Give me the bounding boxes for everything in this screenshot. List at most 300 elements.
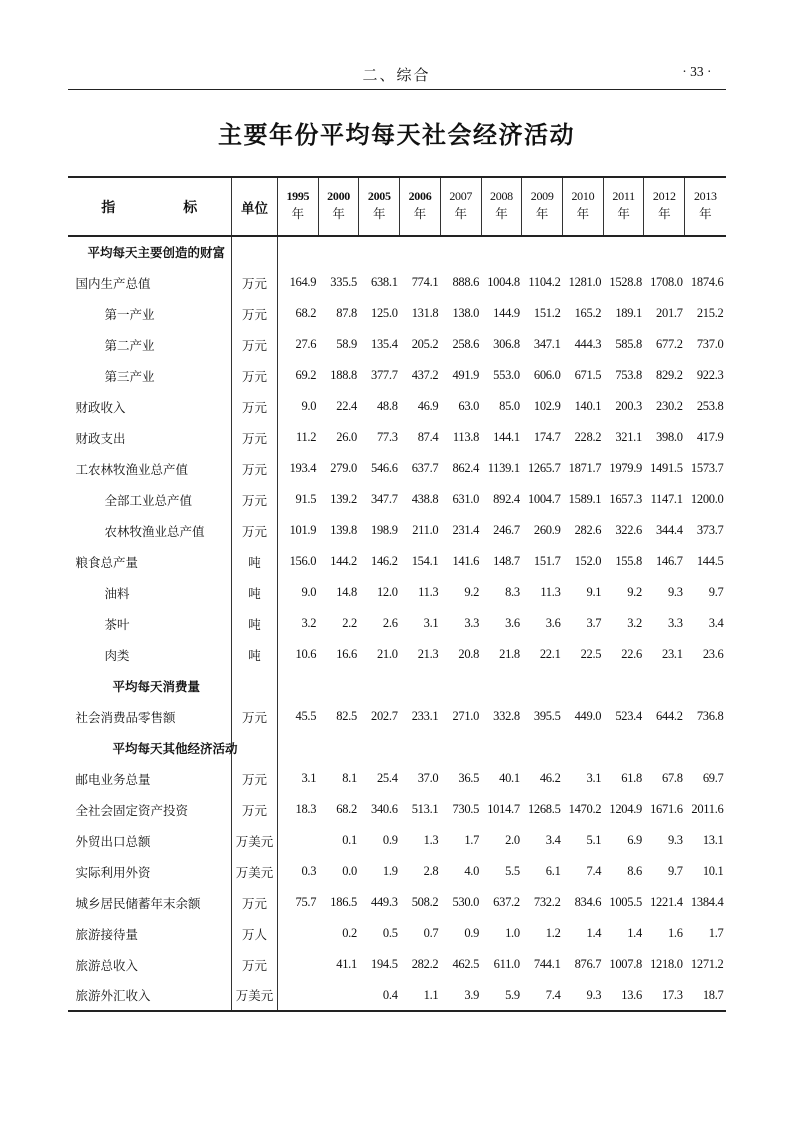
value-cell: 631.0 bbox=[452, 492, 480, 506]
value-cell: 1657.3 bbox=[609, 492, 642, 506]
value-cell: 10.6 bbox=[295, 647, 317, 661]
year-value: 2006 bbox=[408, 189, 432, 203]
value-cell bbox=[563, 236, 604, 267]
value-cell: 9.2 bbox=[627, 585, 642, 599]
value-cell: 2.6 bbox=[382, 616, 398, 630]
indicator-label: 旅游接待量 bbox=[75, 927, 139, 942]
unit-cell: 吨 bbox=[232, 608, 278, 639]
unit-cell: 万元 bbox=[232, 453, 278, 484]
page-title: 主要年份平均每天社会经济活动 bbox=[218, 123, 575, 149]
value-cell: 151.2 bbox=[533, 306, 561, 320]
table-row bbox=[68, 484, 726, 515]
indicator-cell bbox=[68, 639, 232, 670]
value-cell: 736.8 bbox=[696, 709, 724, 723]
value-cell: 174.7 bbox=[533, 430, 561, 444]
value-cell: 91.5 bbox=[295, 492, 317, 506]
value-cell: 1281.0 bbox=[568, 275, 602, 289]
value-cell: 373.7 bbox=[696, 523, 724, 537]
value-cell: 45.5 bbox=[295, 709, 317, 723]
indicator-cell bbox=[68, 763, 232, 794]
value-cell: 6.9 bbox=[627, 833, 642, 847]
value-cell: 146.2 bbox=[371, 554, 398, 568]
table-row bbox=[68, 546, 726, 577]
value-cell: 21.3 bbox=[417, 647, 439, 661]
value-cell: 637.2 bbox=[493, 895, 520, 909]
value-cell: 1.1 bbox=[400, 980, 441, 1011]
value-cell: 22.5 bbox=[580, 647, 602, 661]
value-cell: 82.5 bbox=[336, 709, 357, 723]
value-cell: 9.0 bbox=[301, 399, 317, 413]
value-cell: 17.3 bbox=[644, 980, 685, 1011]
value-cell: 1204.9 bbox=[609, 802, 642, 816]
value-cell bbox=[685, 670, 726, 701]
indicator-cell bbox=[68, 267, 232, 298]
value-cell: 3.6 bbox=[545, 616, 561, 630]
unit-cell: 万元 bbox=[232, 887, 278, 918]
indicator-cell bbox=[68, 484, 232, 515]
value-cell: 1.3 bbox=[423, 833, 439, 847]
table-row bbox=[68, 577, 726, 608]
value-cell: 139.2 bbox=[330, 492, 357, 506]
value-cell: 8.6 bbox=[627, 864, 642, 878]
value-cell: 23.1 bbox=[662, 647, 683, 661]
value-cell: 546.6 bbox=[371, 461, 398, 475]
year-column-header bbox=[522, 177, 563, 236]
indicator-cell bbox=[68, 856, 232, 887]
value-cell: 188.8 bbox=[330, 368, 357, 382]
value-cell: 11.3 bbox=[540, 585, 561, 599]
value-cell: 398.0 bbox=[656, 430, 683, 444]
year-column-header bbox=[318, 177, 359, 236]
value-cell: 3.1 bbox=[586, 771, 602, 785]
value-cell: 21.8 bbox=[499, 647, 520, 661]
unit-cell: 万元 bbox=[232, 329, 278, 360]
value-cell: 444.3 bbox=[574, 337, 602, 351]
page-number: · 33 · bbox=[682, 64, 712, 79]
table-row bbox=[68, 794, 726, 825]
value-cell: 23.6 bbox=[702, 647, 724, 661]
value-cell: 1004.8 bbox=[487, 275, 520, 289]
year-suffix: 年 bbox=[658, 207, 671, 221]
indicator-cell bbox=[68, 360, 232, 391]
value-cell: 449.0 bbox=[574, 709, 602, 723]
value-cell: 1139.1 bbox=[487, 461, 520, 475]
value-cell: 530.0 bbox=[452, 895, 480, 909]
table-row bbox=[68, 639, 726, 670]
value-cell: 0.5 bbox=[382, 926, 398, 940]
value-cell: 46.2 bbox=[539, 771, 561, 785]
value-cell: 215.2 bbox=[696, 306, 724, 320]
value-cell: 395.5 bbox=[533, 709, 561, 723]
year-value: 2007 bbox=[449, 189, 473, 203]
year-suffix: 年 bbox=[535, 207, 549, 221]
value-cell: 876.7 bbox=[574, 957, 602, 971]
value-cell bbox=[400, 670, 441, 701]
value-cell: 198.9 bbox=[371, 523, 398, 537]
unit-cell bbox=[232, 236, 278, 267]
unit-cell: 吨 bbox=[232, 546, 278, 577]
indicator-label: 平均每天消费量 bbox=[112, 679, 201, 694]
value-cell: 58.9 bbox=[336, 337, 357, 351]
year-value: 2010 bbox=[571, 189, 595, 203]
indicator-cell bbox=[68, 732, 238, 763]
value-cell: 0.4 bbox=[359, 980, 400, 1011]
value-cell: 637.7 bbox=[411, 461, 439, 475]
value-cell: 233.1 bbox=[411, 709, 439, 723]
value-cell bbox=[278, 980, 319, 1011]
value-cell: 230.2 bbox=[656, 399, 683, 413]
value-cell: 231.4 bbox=[452, 523, 480, 537]
unit-cell: 万元 bbox=[232, 298, 278, 329]
unit-cell: 万元 bbox=[232, 763, 278, 794]
value-cell: 3.4 bbox=[545, 833, 561, 847]
value-cell bbox=[318, 732, 359, 763]
value-cell: 3.2 bbox=[627, 616, 642, 630]
value-cell: 61.8 bbox=[621, 771, 642, 785]
indicator-label: 茶叶 bbox=[104, 617, 130, 632]
value-cell: 1.0 bbox=[505, 926, 520, 940]
value-cell: 888.6 bbox=[452, 275, 480, 289]
value-cell: 85.0 bbox=[499, 399, 520, 413]
value-cell: 638.1 bbox=[371, 275, 398, 289]
value-cell: 321.1 bbox=[615, 430, 642, 444]
value-cell: 9.7 bbox=[708, 585, 724, 599]
value-cell: 730.5 bbox=[452, 802, 480, 816]
value-cell bbox=[522, 732, 563, 763]
year-value: 1995 bbox=[286, 189, 310, 203]
value-cell bbox=[278, 825, 319, 856]
value-cell: 1.7 bbox=[708, 926, 724, 940]
value-cell bbox=[685, 236, 726, 267]
value-cell bbox=[278, 670, 319, 701]
indicator-label: 国内生产总值 bbox=[75, 276, 151, 291]
indicator-cell bbox=[68, 608, 232, 639]
year-suffix: 年 bbox=[413, 207, 427, 221]
value-cell: 41.1 bbox=[336, 957, 357, 971]
value-cell: 753.8 bbox=[615, 368, 642, 382]
unit-column-header: 单位 bbox=[232, 177, 278, 236]
value-cell: 5.9 bbox=[481, 980, 522, 1011]
year-suffix: 年 bbox=[699, 207, 712, 221]
year-value: 2012 bbox=[652, 189, 676, 203]
year-column-header bbox=[440, 177, 481, 236]
value-cell: 437.2 bbox=[411, 368, 439, 382]
year-column-header bbox=[400, 177, 441, 236]
value-cell: 1147.1 bbox=[650, 492, 683, 506]
indicator-label: 第二产业 bbox=[104, 338, 155, 353]
table-row bbox=[68, 887, 726, 918]
value-cell: 606.0 bbox=[533, 368, 561, 382]
value-cell: 449.3 bbox=[371, 895, 398, 909]
value-cell: 9.3 bbox=[563, 980, 604, 1011]
value-cell: 1.7 bbox=[464, 833, 480, 847]
value-cell: 26.0 bbox=[336, 430, 357, 444]
value-cell: 246.7 bbox=[493, 523, 520, 537]
value-cell: 87.4 bbox=[417, 430, 439, 444]
indicator-label: 全部工业总产值 bbox=[104, 493, 193, 508]
value-cell: 344.4 bbox=[656, 523, 683, 537]
value-cell: 18.3 bbox=[295, 802, 317, 816]
indicator-cell bbox=[68, 329, 232, 360]
value-cell: 1268.5 bbox=[527, 802, 561, 816]
value-cell: 3.3 bbox=[667, 616, 683, 630]
indicator-label: 第一产业 bbox=[104, 307, 155, 322]
value-cell bbox=[685, 732, 726, 763]
value-cell: 282.6 bbox=[574, 523, 602, 537]
value-cell: 260.9 bbox=[533, 523, 561, 537]
indicator-header-char: 标 bbox=[183, 200, 198, 216]
indicator-cell bbox=[68, 918, 232, 949]
value-cell: 1.2 bbox=[545, 926, 561, 940]
value-cell: 8.3 bbox=[505, 585, 520, 599]
unit-cell: 万元 bbox=[232, 794, 278, 825]
value-cell: 16.6 bbox=[336, 647, 357, 661]
value-cell: 156.0 bbox=[289, 554, 317, 568]
value-cell: 4.0 bbox=[464, 864, 480, 878]
value-cell: 148.7 bbox=[493, 554, 520, 568]
value-cell: 3.1 bbox=[301, 771, 317, 785]
value-cell: 862.4 bbox=[452, 461, 480, 475]
value-cell: 1004.7 bbox=[527, 492, 561, 506]
value-cell: 144.1 bbox=[493, 430, 520, 444]
value-cell: 1979.9 bbox=[609, 461, 642, 475]
value-cell: 87.8 bbox=[336, 306, 357, 320]
value-cell: 1708.0 bbox=[650, 275, 683, 289]
indicator-cell bbox=[68, 422, 232, 453]
indicator-label: 旅游总收入 bbox=[75, 958, 139, 973]
value-cell bbox=[644, 236, 685, 267]
value-cell: 22.4 bbox=[336, 399, 357, 413]
value-cell: 228.2 bbox=[574, 430, 602, 444]
unit-cell: 万人 bbox=[232, 918, 278, 949]
value-cell: 13.6 bbox=[603, 980, 644, 1011]
value-cell: 0.1 bbox=[342, 833, 357, 847]
value-cell bbox=[644, 670, 685, 701]
value-cell bbox=[522, 236, 563, 267]
value-cell: 347.1 bbox=[533, 337, 561, 351]
year-value: 2009 bbox=[530, 189, 554, 203]
value-cell: 46.9 bbox=[417, 399, 439, 413]
year-column-header bbox=[644, 177, 685, 236]
header-row bbox=[68, 177, 726, 236]
unit-cell: 万元 bbox=[232, 391, 278, 422]
value-cell: 1271.2 bbox=[690, 957, 724, 971]
value-cell: 200.3 bbox=[615, 399, 642, 413]
value-cell bbox=[400, 732, 441, 763]
value-cell: 0.2 bbox=[342, 926, 357, 940]
value-cell: 20.8 bbox=[458, 647, 480, 661]
value-cell: 829.2 bbox=[656, 368, 683, 382]
unit-cell: 万元 bbox=[232, 484, 278, 515]
value-cell: 69.7 bbox=[702, 771, 724, 785]
value-cell: 36.5 bbox=[458, 771, 480, 785]
unit-cell: 万元 bbox=[232, 267, 278, 298]
unit-cell bbox=[232, 670, 278, 701]
year-column-header bbox=[603, 177, 644, 236]
value-cell: 101.9 bbox=[289, 523, 317, 537]
value-cell: 1384.4 bbox=[690, 895, 724, 909]
indicator-cell bbox=[68, 515, 232, 546]
value-cell: 1874.6 bbox=[690, 275, 724, 289]
value-cell: 1573.7 bbox=[690, 461, 724, 475]
year-suffix: 年 bbox=[373, 207, 386, 221]
value-cell: 462.5 bbox=[452, 957, 480, 971]
value-cell: 253.8 bbox=[696, 399, 724, 413]
indicator-label: 第三产业 bbox=[104, 369, 155, 384]
year-value: 2005 bbox=[367, 189, 391, 203]
value-cell: 322.6 bbox=[615, 523, 642, 537]
value-cell: 22.6 bbox=[621, 647, 642, 661]
value-cell: 585.8 bbox=[615, 337, 642, 351]
value-cell: 144.9 bbox=[493, 306, 520, 320]
indicator-label: 工农林牧渔业总产值 bbox=[75, 462, 189, 477]
unit-cell: 万美元 bbox=[232, 856, 278, 887]
value-cell: 37.0 bbox=[417, 771, 439, 785]
value-cell: 144.5 bbox=[696, 554, 724, 568]
value-cell: 834.6 bbox=[574, 895, 602, 909]
value-cell bbox=[603, 732, 644, 763]
table-row bbox=[68, 360, 726, 391]
table-row bbox=[68, 670, 726, 701]
value-cell: 9.2 bbox=[464, 585, 480, 599]
year-value: 2011 bbox=[612, 189, 635, 203]
indicator-label: 财政收入 bbox=[75, 400, 126, 415]
value-cell bbox=[318, 670, 359, 701]
value-cell: 68.2 bbox=[295, 306, 317, 320]
indicator-label: 实际利用外资 bbox=[75, 865, 151, 880]
value-cell: 67.8 bbox=[662, 771, 683, 785]
indicator-cell bbox=[68, 887, 232, 918]
year-column-header bbox=[359, 177, 400, 236]
unit-cell: 万元 bbox=[232, 360, 278, 391]
table-row bbox=[68, 732, 726, 763]
table-row bbox=[68, 763, 726, 794]
value-cell: 1.6 bbox=[667, 926, 683, 940]
value-cell: 1005.5 bbox=[609, 895, 642, 909]
indicator-label: 肉类 bbox=[104, 648, 130, 663]
chapter-heading: 二、综合 bbox=[362, 68, 431, 84]
value-cell: 165.2 bbox=[574, 306, 602, 320]
value-cell: 5.1 bbox=[586, 833, 602, 847]
value-cell: 2011.6 bbox=[691, 802, 724, 816]
year-column-header bbox=[563, 177, 604, 236]
value-cell: 513.1 bbox=[411, 802, 439, 816]
indicator-label: 邮电业务总量 bbox=[75, 772, 151, 787]
table-row bbox=[68, 980, 726, 1011]
value-cell: 3.2 bbox=[301, 616, 317, 630]
value-cell: 671.5 bbox=[574, 368, 602, 382]
indicator-cell bbox=[68, 980, 232, 1011]
value-cell: 144.2 bbox=[330, 554, 357, 568]
year-suffix: 年 bbox=[617, 207, 630, 221]
value-cell: 141.6 bbox=[452, 554, 480, 568]
value-cell bbox=[318, 980, 359, 1011]
value-cell: 3.1 bbox=[423, 616, 439, 630]
value-cell: 0.0 bbox=[342, 864, 357, 878]
value-cell: 3.9 bbox=[440, 980, 481, 1011]
value-cell: 438.8 bbox=[411, 492, 439, 506]
value-cell: 139.8 bbox=[330, 523, 357, 537]
indicator-label: 外贸出口总额 bbox=[75, 834, 151, 849]
unit-cell: 万元 bbox=[232, 422, 278, 453]
table-row bbox=[68, 422, 726, 453]
value-cell: 0.9 bbox=[382, 833, 398, 847]
indicator-label: 城乡居民储蓄年末余额 bbox=[75, 896, 201, 911]
value-cell: 202.7 bbox=[371, 709, 398, 723]
year-value: 2000 bbox=[327, 189, 350, 203]
value-cell: 11.3 bbox=[418, 585, 439, 599]
value-cell: 2.8 bbox=[423, 864, 439, 878]
value-cell: 3.4 bbox=[708, 616, 724, 630]
year-suffix: 年 bbox=[291, 207, 305, 221]
value-cell: 1.4 bbox=[627, 926, 642, 940]
unit-cell: 吨 bbox=[232, 639, 278, 670]
value-cell bbox=[278, 918, 319, 949]
value-cell: 1528.8 bbox=[609, 275, 642, 289]
value-cell: 164.9 bbox=[289, 275, 317, 289]
value-cell bbox=[563, 670, 604, 701]
unit-cell bbox=[232, 732, 278, 763]
value-cell: 48.8 bbox=[376, 399, 398, 413]
unit-cell: 万元 bbox=[232, 701, 278, 732]
value-cell: 9.0 bbox=[301, 585, 317, 599]
value-cell: 332.8 bbox=[493, 709, 520, 723]
value-cell bbox=[278, 732, 319, 763]
value-cell: 9.7 bbox=[667, 864, 683, 878]
value-cell: 194.5 bbox=[371, 957, 398, 971]
year-column-header bbox=[685, 177, 726, 236]
value-cell bbox=[359, 732, 400, 763]
value-cell: 677.2 bbox=[656, 337, 683, 351]
unit-cell: 万美元 bbox=[232, 825, 278, 856]
value-cell: 18.7 bbox=[685, 980, 726, 1011]
value-cell: 523.4 bbox=[615, 709, 642, 723]
year-suffix: 年 bbox=[576, 207, 590, 221]
value-cell: 417.9 bbox=[696, 430, 724, 444]
value-cell: 1014.7 bbox=[487, 802, 520, 816]
table-row bbox=[68, 298, 726, 329]
value-cell: 211.0 bbox=[412, 523, 439, 537]
value-cell: 5.5 bbox=[505, 864, 520, 878]
value-cell: 189.1 bbox=[615, 306, 642, 320]
table-row bbox=[68, 236, 726, 267]
value-cell bbox=[440, 670, 481, 701]
page-content bbox=[68, 0, 726, 1012]
value-cell: 306.8 bbox=[493, 337, 520, 351]
value-cell bbox=[440, 236, 481, 267]
value-cell: 922.3 bbox=[696, 368, 724, 382]
value-cell: 69.2 bbox=[295, 368, 317, 382]
value-cell bbox=[359, 670, 400, 701]
value-cell bbox=[481, 236, 522, 267]
indicator-cell bbox=[68, 577, 232, 608]
indicator-label: 农林牧渔业总产值 bbox=[104, 524, 205, 539]
indicator-label: 全社会固定资产投资 bbox=[75, 803, 189, 818]
unit-cell: 万美元 bbox=[232, 980, 278, 1011]
indicator-label: 财政支出 bbox=[75, 431, 126, 446]
value-cell: 25.4 bbox=[376, 771, 398, 785]
value-cell: 8.1 bbox=[342, 771, 357, 785]
indicator-column-header bbox=[68, 177, 232, 236]
table-row bbox=[68, 267, 726, 298]
value-cell: 737.0 bbox=[696, 337, 724, 351]
table-row bbox=[68, 391, 726, 422]
value-cell: 12.0 bbox=[376, 585, 398, 599]
value-cell: 9.3 bbox=[667, 585, 683, 599]
value-cell: 9.1 bbox=[586, 585, 602, 599]
value-cell bbox=[440, 732, 481, 763]
value-cell: 27.6 bbox=[295, 337, 317, 351]
